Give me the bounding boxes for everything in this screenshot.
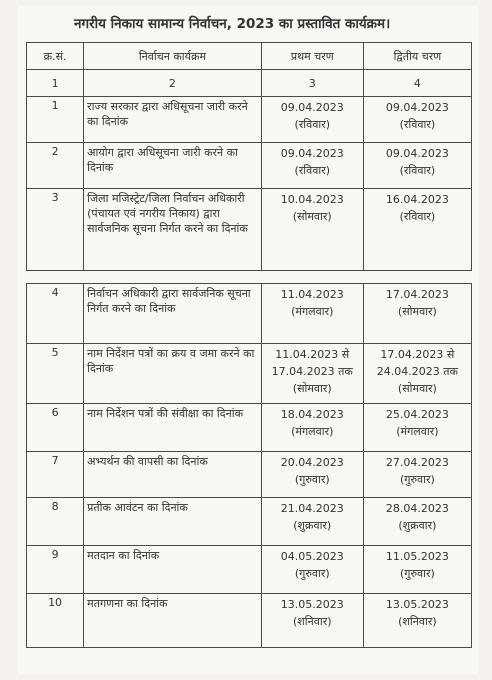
- activity-cell: जिला मजिस्ट्रेट/जिला निर्वाचन अधिकारी (पंचायत एवं नगरीय निकाय) द्वारा सार्वजनिक सूचना निर्गत करने का दिनांक: [84, 189, 262, 271]
- phase-2-date-cell: 17.04.2023 (सोमवार): [363, 284, 471, 344]
- phase-2-date-cell: 28.04.2023 (शुक्रवार): [363, 498, 471, 546]
- table-row: [27, 498, 472, 546]
- phase-1-date-cell: 09.04.2023 (रविवार): [261, 97, 363, 143]
- column-number: 4: [363, 70, 471, 97]
- column-number: 3: [261, 70, 363, 97]
- section-gap: [27, 271, 472, 284]
- table-row: [27, 97, 472, 143]
- phase-1-date-cell: 09.04.2023 (रविवार): [261, 143, 363, 189]
- activity-cell: आयोग द्वारा अधिसूचना जारी करने का दिनांक: [84, 143, 262, 189]
- phase-1-date-cell: 13.05.2023 (शनिवार): [261, 594, 363, 648]
- document-title: नगरीय निकाय सामान्य निर्वाचन, 2023 का प्रस्तावित कार्यक्रम।: [74, 16, 391, 32]
- table-row: [27, 143, 472, 189]
- gap-cell: [27, 271, 472, 284]
- phase-1-date-cell: 10.04.2023 (सोमवार): [261, 189, 363, 271]
- phase-1-date-cell: 11.04.2023 से 17.04.2023 तक (सोमवार): [261, 344, 363, 404]
- serial-cell: 2: [27, 143, 84, 189]
- table-row: [27, 594, 472, 648]
- serial-cell: 3: [27, 189, 84, 271]
- activity-cell: निर्वाचन अधिकारी द्वारा सार्वजनिक सूचना निर्गत करने का दिनांक: [84, 284, 262, 344]
- table-row: [27, 546, 472, 594]
- phase-1-date-cell: 18.04.2023 (मंगलवार): [261, 404, 363, 452]
- serial-cell: 7: [27, 452, 84, 498]
- serial-cell: 5: [27, 344, 84, 404]
- serial-cell: 6: [27, 404, 84, 452]
- activity-cell: प्रतीक आवंटन का दिनांक: [84, 498, 262, 546]
- phase-2-date-cell: 09.04.2023 (रविवार): [363, 97, 471, 143]
- header-phase-1: प्रथम चरण: [261, 43, 363, 70]
- serial-cell: 8: [27, 498, 84, 546]
- activity-cell: मतदान का दिनांक: [84, 546, 262, 594]
- phase-2-date-cell: 13.05.2023 (शनिवार): [363, 594, 471, 648]
- schedule-table: [26, 42, 472, 648]
- phase-2-date-cell: 27.04.2023 (गुरुवार): [363, 452, 471, 498]
- header-program: निर्वाचन कार्यक्रम: [84, 43, 262, 70]
- table-row: [27, 284, 472, 344]
- header-serial: क्र.सं.: [27, 43, 84, 70]
- header-phase-2: द्वितीय चरण: [363, 43, 471, 70]
- document-page: [18, 6, 478, 674]
- column-number: 1: [27, 70, 84, 97]
- activity-cell: राज्य सरकार द्वारा अधिसूचना जारी करने का दिनांक: [84, 97, 262, 143]
- column-number-row: [27, 70, 472, 97]
- serial-cell: 4: [27, 284, 84, 344]
- phase-2-date-cell: 11.05.2023 (गुरुवार): [363, 546, 471, 594]
- phase-2-date-cell: 25.04.2023 (मंगलवार): [363, 404, 471, 452]
- table-row: [27, 452, 472, 498]
- serial-cell: 10: [27, 594, 84, 648]
- phase-2-date-cell: 16.04.2023 (रविवार): [363, 189, 471, 271]
- serial-cell: 9: [27, 546, 84, 594]
- table-row: [27, 344, 472, 404]
- column-number: 2: [84, 70, 262, 97]
- phase-1-date-cell: 20.04.2023 (गुरुवार): [261, 452, 363, 498]
- phase-2-date-cell: 17.04.2023 से 24.04.2023 तक (सोमवार): [363, 344, 471, 404]
- phase-1-date-cell: 21.04.2023 (शुक्रवार): [261, 498, 363, 546]
- activity-cell: नाम निर्देशन पत्रों की संवीक्षा का दिनांक: [84, 404, 262, 452]
- phase-1-date-cell: 04.05.2023 (गुरुवार): [261, 546, 363, 594]
- phase-1-date-cell: 11.04.2023 (मंगलवार): [261, 284, 363, 344]
- activity-cell: नाम निर्देशन पत्रों का क्रय व जमा करने का दिनांक: [84, 344, 262, 404]
- table-row: [27, 404, 472, 452]
- activity-cell: मतगणना का दिनांक: [84, 594, 262, 648]
- table-row: [27, 189, 472, 271]
- serial-cell: 1: [27, 97, 84, 143]
- header-row: [27, 43, 472, 70]
- activity-cell: अभ्यर्थन की वापसी का दिनांक: [84, 452, 262, 498]
- phase-2-date-cell: 09.04.2023 (रविवार): [363, 143, 471, 189]
